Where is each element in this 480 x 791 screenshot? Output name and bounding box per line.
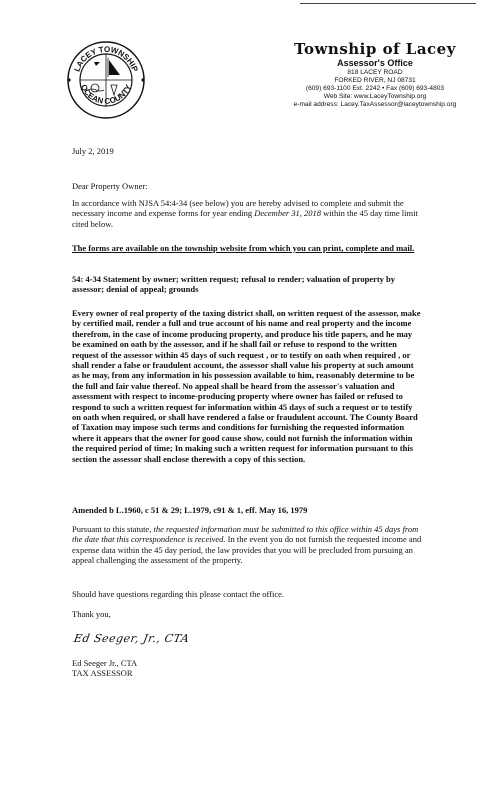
pursuant-text-b: In the event you do not furnish the requested income and expense data within the 45 day period, the law provides that you will be precluded from pursuing an appeal challenging the assessment of the property. <box>72 534 422 566</box>
office-name: Assessor's Office <box>337 58 413 68</box>
intro-text-a: In accordance with NJSA 54:4-34 (see below) you are hereby advised to complete and submit the necessary income and expense forms for year ending <box>72 198 404 219</box>
seal-bottom-text: OCEAN COUNTY <box>78 83 134 106</box>
email-address: e-mail address: Lacey.TaxAssessor@laceytownship.org <box>293 101 457 108</box>
intro-date: December 31, 2018 <box>254 208 322 219</box>
statute-body: Every owner of real property of the taxing district shall, on written request of the assessor, make by certified mail, render a full and true account of his name and real property and the income therefrom, in the case of income producing property, and produce his title papers, and he may be examined on oath by the assessor, and if he shall fail or refuse to respond to the written request of the assessor within 45 days of such request , or to testify on oath when required , or shall render a false or fraudulent account, the assessor shall value his property at such amount as he may, from any information in his possession available to him, reasonably determine to be the full and fair value thereof. No appeal shall be heard from the assessor's valuation and assessment with respect to income-producing property where owner has failed or refused to respond to such a written request for information within 45 days of such a request or to testify on oath when required, or shall have rendered a false or fraudulent account. The County Board of Taxation may impose such terms and conditions for furnishing the requested information where it appears that the owner for good cause show, could not furnish the information within the required period of time; In making such a written request for information pursuant to this section the assessor shall enclose therewith a copy of this section. <box>72 308 421 464</box>
handwritten-signature: Ed Seeger, Jr., CTA <box>72 632 191 645</box>
street-address: 818 LACEY ROAD <box>347 69 403 76</box>
intro-text-b: within the 45 day time limit cited below. <box>72 208 418 229</box>
closing: Thank you, <box>72 609 111 619</box>
intro-paragraph <box>72 198 422 229</box>
township-seal <box>66 40 146 120</box>
amendment-note: Amended b L.1960, c 51 & 29; L.1979, c91 & 1, eff. May 16, 1979 <box>72 505 308 515</box>
salutation: Dear Property Owner: <box>72 181 148 191</box>
questions-line: Should have questions regarding this please contact the office. <box>72 589 285 599</box>
forms-notice: The forms are available on the township website from which you can print, complete and mail. <box>72 243 415 253</box>
signer-name: Ed Seeger Jr., CTA <box>72 658 138 668</box>
pursuant-paragraph <box>72 524 422 566</box>
city-address: FORKED RIVER, NJ 08731 <box>334 77 416 84</box>
website: Web Site: www.LaceyTownship.org <box>323 93 427 100</box>
top-rule <box>300 3 476 4</box>
seal-top-text: LACEY TOWNSHIP <box>72 44 140 73</box>
phone-fax: (609) 693-1100 Ext. 2242 • Fax (609) 693-4803 <box>305 85 445 92</box>
township-name: Township of Lacey <box>294 40 456 58</box>
pursuant-text-a: Pursuant to this statute, <box>72 524 154 534</box>
letterhead <box>290 40 460 109</box>
letter-date: July 2, 2019 <box>72 146 114 156</box>
pursuant-deadline: the requested information must be submitted to this office within 45 days from the date that this correspondence is received. <box>72 524 419 545</box>
signer-title: TAX ASSESSOR <box>72 668 133 678</box>
statute-heading: 54: 4-34 Statement by owner; written request; refusal to render; valuation of property by assessor; denial of appeal; grounds <box>72 274 396 295</box>
